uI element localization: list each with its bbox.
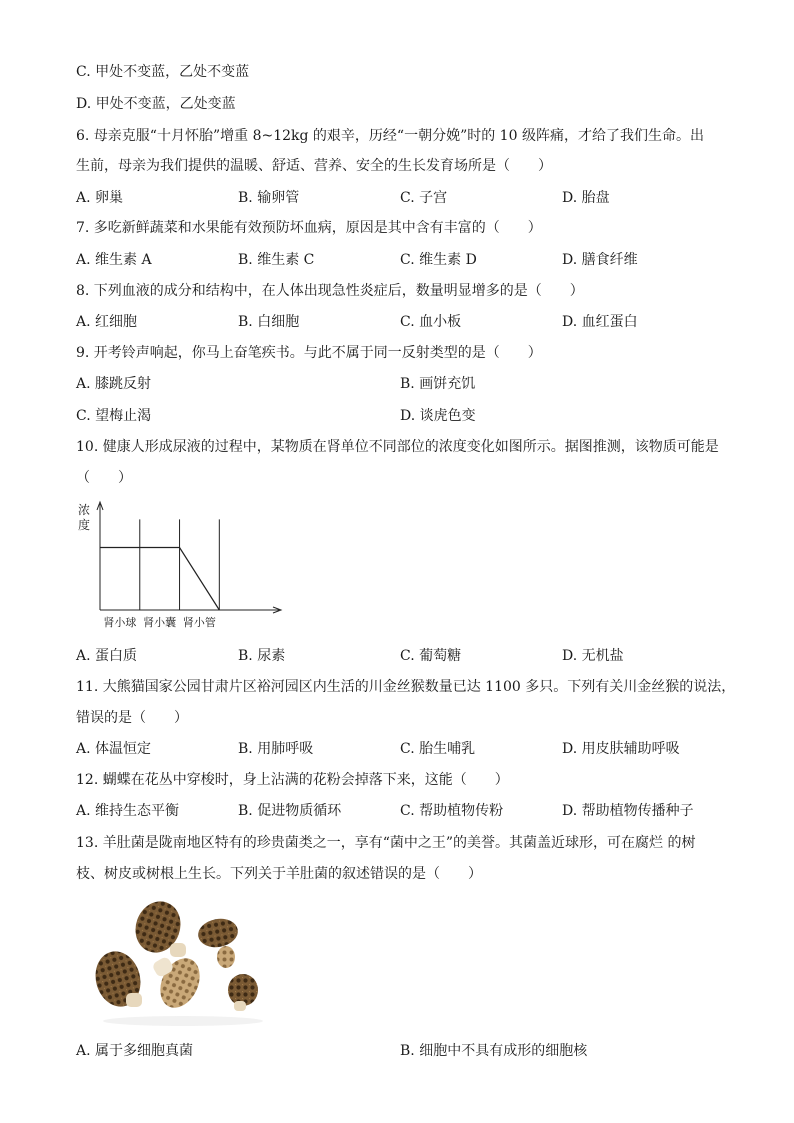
q5-option-c: C. 甲处不变蓝，乙处不变蓝 [76, 64, 250, 80]
concentration-line [100, 548, 219, 611]
q11-option-c: C. 胎生哺乳 [400, 741, 476, 757]
q12-option-c: C. 帮助植物传粉 [400, 803, 504, 819]
q11-option-d: D. 用皮肤辅助呼吸 [562, 741, 680, 757]
q6-option-d: D. 胎盘 [562, 190, 610, 206]
q9-option-d: D. 谈虎色变 [400, 408, 476, 424]
chart-series [100, 548, 219, 611]
q13-option-b: B. 细胞中不具有成形的细胞核 [400, 1043, 588, 1059]
q8-stem: 8. 下列血液的成分和结构中，在人体出现急性炎症后，数量明显增多的是（ ） [76, 283, 584, 299]
q6-option-a: A. 卵巢 [76, 190, 124, 206]
q12-option-b: B. 促进物质循环 [238, 803, 342, 819]
q10-stem-line1: 10. 健康人形成尿液的过程中，某物质在肾单位不同部位的浓度变化如图所示。据图推测，该物质可能是 [76, 439, 719, 455]
q7-stem: 7. 多吃新鲜蔬菜和水果能有效预防坏血病，原因是其中含有丰富的（ ） [76, 220, 542, 236]
x-tick-label: 肾小球 [103, 616, 137, 629]
morel-small [228, 974, 258, 1011]
q12-stem: 12. 蝴蝶在花丛中穿梭时，身上沾满的花粉会掉落下来，这能（ ） [76, 772, 509, 788]
q8-option-d: D. 血红蛋白 [562, 314, 638, 330]
y-axis-label-char: 浓 [78, 503, 91, 517]
q8-option-b: B. 白细胞 [238, 314, 300, 330]
q6-option-c: C. 子宫 [400, 190, 448, 206]
q6-stem-line2: 生前，母亲为我们提供的温暖、舒适、营养、安全的生长发育场所是（ ） [76, 158, 552, 174]
q10-option-b: B. 尿素 [238, 648, 286, 664]
q7-option-c: C. 维生素 D [400, 252, 477, 268]
q7-option-b: B. 维生素 C [238, 252, 315, 268]
q9-option-a: A. 膝跳反射 [76, 376, 152, 392]
y-axis-label-char: 度 [78, 518, 91, 532]
q11-stem-line1: 11. 大熊猫国家公园甘肃片区裕河园区内生活的川金丝猴数量已达 1100 多只。下列有关川金丝猴的说法， [76, 679, 736, 695]
q9-stem: 9. 开考铃声响起，你马上奋笔疾书。与此不属于同一反射类型的是（ ） [76, 345, 542, 361]
q6-option-b: B. 输卵管 [238, 190, 300, 206]
q11-option-b: B. 用肺呼吸 [238, 741, 314, 757]
x-tick-label: 肾小管 [182, 616, 216, 629]
q11-stem-line2: 错误的是（ ） [76, 710, 188, 726]
q9-option-c: C. 望梅止渴 [76, 408, 152, 424]
q7-option-a: A. 维生素 A [76, 252, 152, 268]
q11-option-a: A. 体温恒定 [76, 741, 152, 757]
morel-right [196, 916, 240, 968]
q13-option-a: A. 属于多细胞真菌 [76, 1043, 194, 1059]
q13-stem-line1: 13. 羊肚菌是陇南地区特有的珍贵菌类之一，享有“菌中之王”的美誉。其菌盖近球形，可在腐烂 的树 [76, 835, 696, 851]
q12-option-a: A. 维持生态平衡 [76, 803, 180, 819]
morel-mushroom-image [88, 893, 278, 1028]
q10-concentration-chart [70, 500, 290, 635]
q6-stem-line1: 6. 母亲克服“十月怀胎”增重 8~12kg 的艰辛，历经“一朝分娩”时的 10 级阵痛，才给了我们生命。出 [76, 128, 704, 144]
q10-option-a: A. 蛋白质 [76, 648, 138, 664]
morel-left [90, 946, 147, 1011]
q5-option-d: D. 甲处不变蓝，乙处变蓝 [76, 96, 236, 112]
q10-option-c: C. 葡萄糖 [400, 648, 462, 664]
x-tick-label: 肾小囊 [143, 616, 177, 629]
q8-option-a: A. 红细胞 [76, 314, 138, 330]
q10-option-d: D. 无机盐 [562, 648, 624, 664]
chart-axes [97, 502, 281, 613]
q10-stem-line2: （ ） [76, 470, 132, 486]
q9-option-b: B. 画饼充饥 [400, 376, 476, 392]
q13-stem-line2: 枝、树皮或树根上生长。下列关于羊肚菌的叙述错误的是（ ） [76, 866, 482, 882]
morel-top [128, 895, 187, 959]
q8-option-c: C. 血小板 [400, 314, 462, 330]
morel-center [151, 952, 207, 1014]
q12-option-d: D. 帮助植物传播种子 [562, 803, 694, 819]
q7-option-d: D. 膳食纤维 [562, 252, 638, 268]
